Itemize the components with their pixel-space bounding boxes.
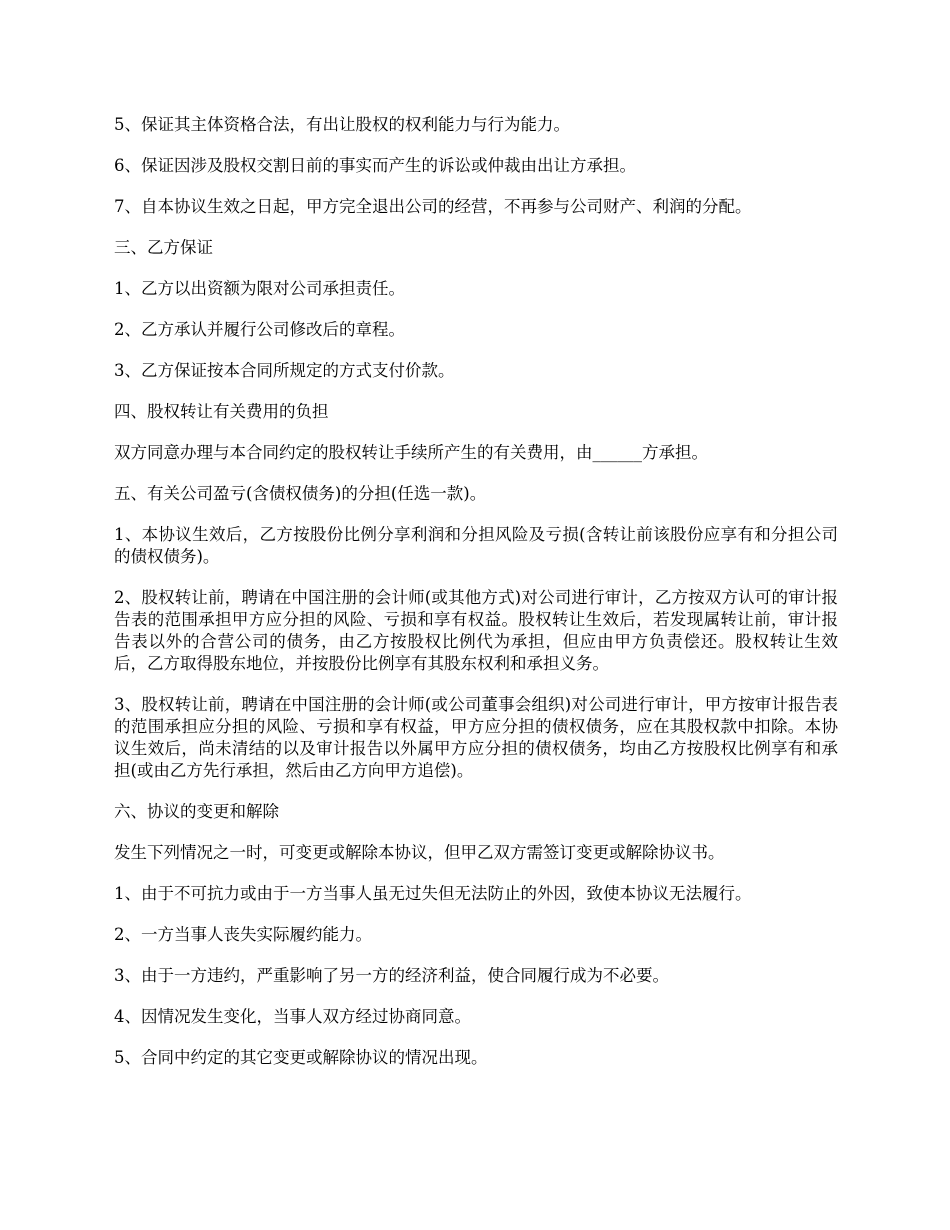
clause-paragraph: 1、本协议生效后，乙方按股份比例分享利润和分担风险及亏损(含转让前该股份应享有和分担公司的债权债务)。 bbox=[114, 525, 838, 566]
clause-paragraph: 3、乙方保证按本合同所规定的方式支付价款。 bbox=[114, 361, 455, 380]
clause-paragraph: 5、保证其主体资格合法，有出让股权的权利能力与行为能力。 bbox=[114, 115, 570, 134]
document-body bbox=[114, 114, 838, 1088]
clause-paragraph: 发生下列情况之一时，可变更或解除本协议，但甲乙双方需签订变更或解除协议书。 bbox=[114, 843, 725, 862]
section-heading: 六、协议的变更和解除 bbox=[114, 802, 279, 821]
clause-paragraph: 7、自本协议生效之日起，甲方完全退出公司的经营，不再参与公司财产、利润的分配。 bbox=[114, 197, 752, 216]
clause-paragraph: 2、一方当事人丧失实际履约能力。 bbox=[114, 925, 372, 944]
clause-paragraph: 3、由于一方违约，严重影响了另一方的经济利益，使合同履行成为不必要。 bbox=[114, 966, 669, 985]
clause-paragraph: 5、合同中约定的其它变更或解除协议的情况出现。 bbox=[114, 1048, 488, 1067]
section-heading: 四、股权转让有关费用的负担 bbox=[114, 402, 329, 421]
clause-paragraph: 1、由于不可抗力或由于一方当事人虽无过失但无法防止的外因，致使本协议无法履行。 bbox=[114, 884, 752, 903]
clause-paragraph: 2、股权转让前，聘请在中国注册的会计师(或其他方式)对公司进行审计，乙方按双方认可的审计报告表的范围承担甲方应分担的风险、亏损和享有权益。股权转让生效后，若发现属转让前，审计报告表以外的合营公司的债务，由乙方按股权比例代为承担，但应由甲方负责偿还。股权转让生效后，乙方取得股东地位，并按股份比例享有其股东权利和承担义务。 bbox=[114, 588, 838, 673]
clause-paragraph: 3、股权转让前，聘请在中国注册的会计师(或公司董事会组织)对公司进行审计，甲方按审计报告表的范围承担应分担的风险、亏损和享有权益，甲方应分担的债权债务，应在其股权款中扣除。本协议生效后，尚未清结的以及审计报告以外属甲方应分担的债权债务，均由乙方按股权比例享有和承担(或由乙方先行承担，然后由乙方向甲方追偿)。 bbox=[114, 695, 838, 780]
section-heading: 五、有关公司盈亏(含债权债务)的分担(任选一款)。 bbox=[114, 484, 487, 503]
section-heading: 三、乙方保证 bbox=[114, 238, 213, 257]
clause-paragraph: 2、乙方承认并履行公司修改后的章程。 bbox=[114, 320, 405, 339]
clause-paragraph: 1、乙方以出资额为限对公司承担责任。 bbox=[114, 279, 405, 298]
clause-paragraph: 4、因情况发生变化，当事人双方经过协商同意。 bbox=[114, 1007, 471, 1026]
clause-paragraph: 6、保证因涉及股权交割日前的事实而产生的诉讼或仲裁由出让方承担。 bbox=[114, 156, 636, 175]
clause-paragraph: 双方同意办理与本合同约定的股权转让手续所产生的有关费用，由______方承担。 bbox=[114, 443, 708, 462]
